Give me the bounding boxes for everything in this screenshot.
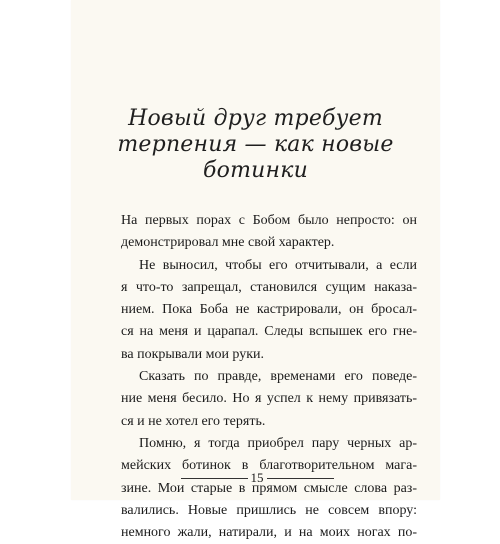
chapter-title-line: Новый друг требует bbox=[128, 106, 383, 131]
text-line: На первых порах с Бобом было непросто: он bbox=[121, 213, 417, 228]
body-text bbox=[121, 210, 417, 544]
footer-rule-left bbox=[181, 478, 248, 479]
text-line: Не выносил, чтобы его отчитывали, а если bbox=[139, 257, 417, 273]
text-line: ся и не хотел его терять. bbox=[121, 413, 266, 429]
text-line: я что-то запрещал, становился сущим наказа- bbox=[121, 279, 417, 295]
text-line: ва покрывали мои руки. bbox=[121, 346, 265, 362]
book-page bbox=[71, 0, 440, 541]
footer-rule-right bbox=[267, 478, 334, 479]
chapter-title-line: ботинки bbox=[203, 158, 308, 183]
text-line: Помню, я тогда приобрел пару черных ар- bbox=[139, 435, 417, 451]
chapter-title-line: терпения — как новые bbox=[117, 132, 394, 157]
text-line: нием. Пока Боба не кастрировали, он бросал- bbox=[121, 302, 417, 318]
page-footer bbox=[71, 470, 440, 488]
text-line: ся на меня и царапал. Следы вспышек его гне- bbox=[121, 324, 417, 340]
text-line: Сказать по правде, временами его поведе- bbox=[139, 369, 417, 385]
text-line: зине. Мои старые в прямом смысле слова раз- bbox=[121, 480, 417, 496]
page-number: 15 bbox=[250, 470, 264, 485]
text-line: мейских ботинок в благотворительном мага- bbox=[121, 458, 417, 474]
text-line: демонстрировал мне свой характер. bbox=[121, 235, 335, 251]
text-line: ние меня бесило. Но я успел к нему привязать- bbox=[121, 391, 417, 407]
text-line: валились. Новые пришлись не совсем впору: bbox=[121, 502, 417, 518]
text-line: немного жали, натирали, и на моих ногах по- bbox=[121, 525, 417, 541]
chapter-title bbox=[71, 106, 440, 184]
